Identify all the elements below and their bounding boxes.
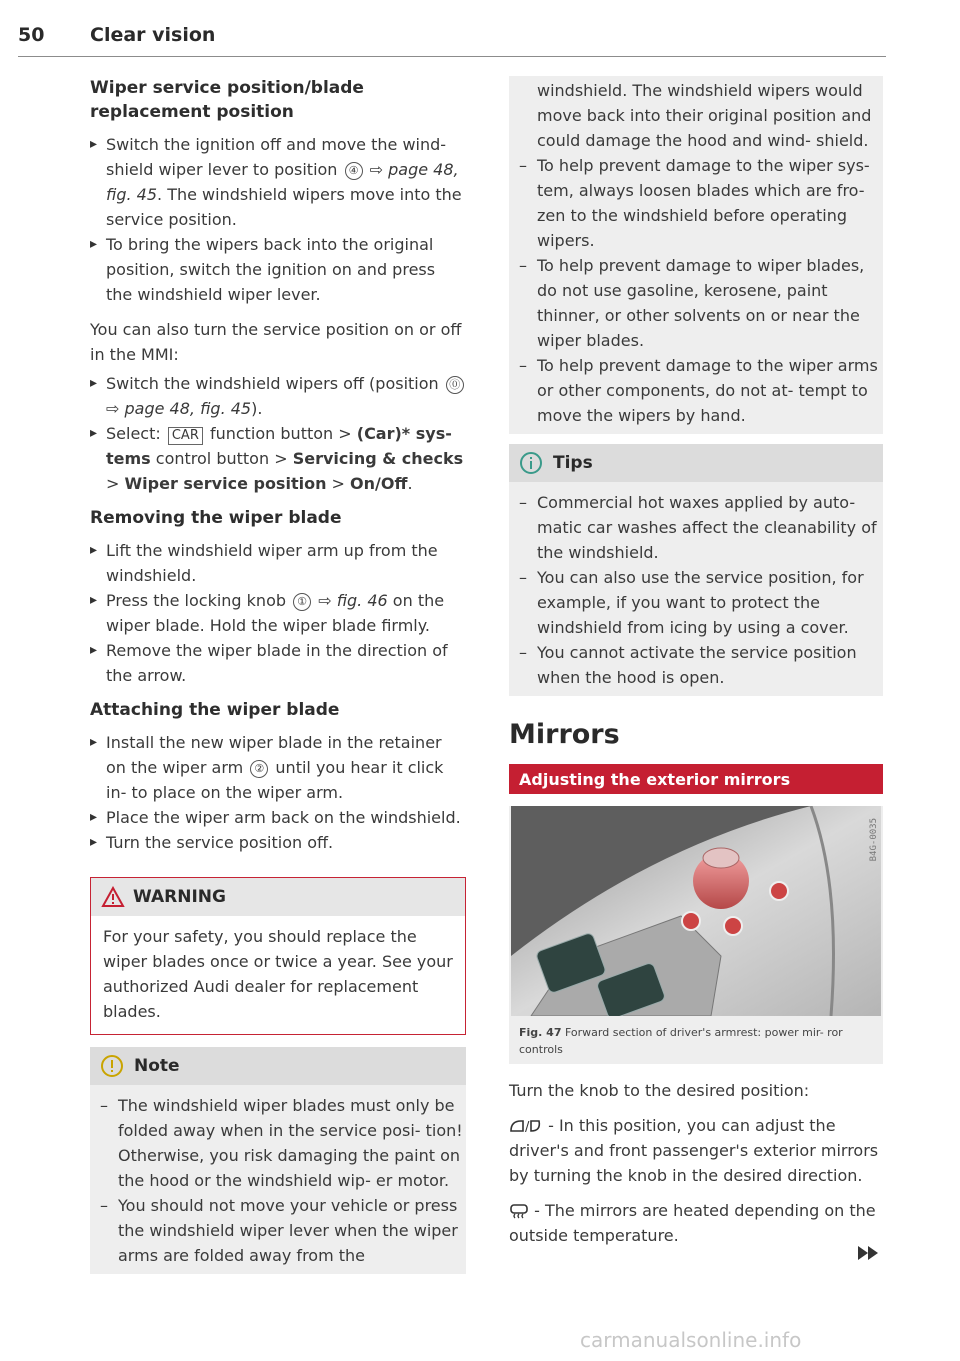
knob-1-marker: ①: [293, 593, 311, 611]
note-continuation: [509, 76, 883, 434]
svg-text:/: /: [525, 1120, 530, 1135]
list-item: ▸ Select: CAR function button > (Car)* sys- tems control button > Servicing & checks > Wiper service position > On/Off.: [90, 421, 466, 496]
list-item: – To help prevent damage to wiper blades, do not use gasoline, kerosene, paint thinner, or other solvents on or near the wiper blades.: [509, 253, 883, 353]
section-bar-exterior-mirrors: Adjusting the exterior mirrors: [509, 764, 883, 794]
warning-header: [91, 878, 465, 916]
note-title: Note: [134, 1056, 180, 1076]
figure-caption-text: Forward section of driver's armrest: power mir- ror controls: [519, 1026, 843, 1056]
figure-label: Fig. 47: [519, 1026, 562, 1039]
warning-box: [90, 877, 466, 1035]
list-item: ▸ Switch the ignition off and move the wind- shield wiper lever to position ④ ⇨ page 48, fig. 45. The windshield wipers move into the service position.: [90, 132, 466, 232]
list-item: ▸ Remove the wiper blade in the direction of the arrow.: [90, 638, 466, 688]
figure-47: [509, 806, 883, 1064]
right-column: [509, 76, 883, 1248]
info-icon: [519, 451, 543, 475]
list-item: – You can also use the service position, for example, if you want to protect the windshield from icing by using a cover.: [509, 565, 883, 640]
warning-title: WARNING: [133, 887, 226, 907]
continue-arrow-icon: [858, 1246, 880, 1260]
heading-removing-blade: Removing the wiper blade: [90, 508, 342, 528]
tips-list: [509, 490, 883, 690]
list-item: ▸ Turn the service position off.: [90, 830, 466, 855]
tips-header: [509, 444, 883, 482]
mmi-intro: You can also turn the service position on or off in the MMI:: [90, 320, 462, 364]
page-reference-link[interactable]: page 48, fig. 45: [106, 160, 459, 204]
remove-steps: [90, 538, 466, 688]
list-item: ▸ Switch the windshield wipers off (position ⓪ ⇨ page 48, fig. 45).: [90, 371, 466, 421]
section-title: Clear vision: [90, 24, 216, 46]
mmi-steps: [90, 371, 466, 496]
tips-body: [509, 482, 883, 696]
list-item: ▸ Press the locking knob ① ⇨ fig. 46 on the wiper blade. Hold the wiper blade firmly.: [90, 588, 466, 638]
list-item: – Commercial hot waxes applied by auto- matic car washes affect the cleanability of the windshield.: [509, 490, 883, 565]
figure-reference-link[interactable]: fig. 46: [336, 591, 388, 610]
turn-knob-text: Turn the knob to the desired position:: [509, 1081, 810, 1100]
list-item: ▸ Place the wiper arm back on the windshield.: [90, 805, 466, 830]
figure-code: B4G-0035: [869, 818, 879, 862]
heading-attaching-blade: Attaching the wiper blade: [90, 700, 340, 720]
watermark: carmanualsonline.info: [580, 1328, 802, 1352]
note-list: [90, 1093, 466, 1268]
list-item: – To help prevent damage to the wiper sys- tem, always loosen blades which are fro- zen to the windshield before operating wipers.: [509, 153, 883, 253]
figure-caption: [509, 1016, 883, 1064]
mirror-position-adjust: / - In this position, you can adjust the driver's and front passenger's exterior mirrors by turning the knob in the desired direction.: [509, 1116, 879, 1185]
mirror-control-illustration: [511, 806, 881, 1016]
arm-2-marker: ②: [250, 760, 268, 778]
list-item: ▸ To bring the wipers back into the original position, switch the ignition on and press the windshield wiper lever.: [90, 232, 466, 307]
position-0-marker: ⓪: [446, 376, 464, 394]
list-item: – You should not move your vehicle or press the windshield wiper lever when the wiper arms are folded away from the: [90, 1193, 466, 1268]
heading-service-position: Wiper service position/blade replacement position: [90, 78, 364, 122]
list-item: ▸ Lift the windshield wiper arm up from the windshield.: [90, 538, 466, 588]
service-steps: [90, 132, 466, 307]
list-item: – You cannot activate the service position when the hood is open.: [509, 640, 883, 690]
list-item: – The windshield wiper blades must only be folded away when in the service posi- tion! Otherwise, you risk damaging the paint on the hood or the windshield wip- er motor.: [90, 1093, 466, 1193]
page-number: 50: [18, 24, 45, 46]
note-box: [90, 1047, 466, 1274]
figure-image: [511, 806, 881, 1016]
position-4-marker: ④: [345, 162, 363, 180]
left-column: [90, 76, 466, 1274]
car-button-label: CAR: [168, 427, 203, 445]
note-list-continued: [509, 153, 883, 428]
mirror-heating-icon: [509, 1202, 529, 1220]
heading-mirrors: Mirrors: [509, 719, 620, 750]
page-header: [18, 20, 886, 57]
attach-steps: [90, 730, 466, 855]
page-reference-link[interactable]: page 48, fig. 45: [124, 399, 252, 418]
list-item: – To help prevent damage to the wiper arms or other components, do not at- tempt to move the wipers by hand.: [509, 353, 883, 428]
tips-title: Tips: [553, 453, 593, 473]
warning-triangle-icon: [101, 886, 125, 908]
list-item: ▸ Install the new wiper blade in the retainer on the wiper arm ② until you hear it click in- to place on the wiper arm.: [90, 730, 466, 805]
note-header: [90, 1047, 466, 1085]
mirror-adjust-icon: [509, 1117, 543, 1135]
mirror-position-heat: - The mirrors are heated depending on the outside temperature.: [509, 1201, 876, 1245]
note-exclamation-icon: [100, 1054, 124, 1078]
note-continued-text: windshield. The windshield wipers would move back into their original position and could damage the hood and wind- shield.: [537, 81, 872, 150]
warning-text: For your safety, you should replace the wiper blades once or twice a year. See your authorized Audi dealer for replacement blades.: [103, 927, 453, 1021]
